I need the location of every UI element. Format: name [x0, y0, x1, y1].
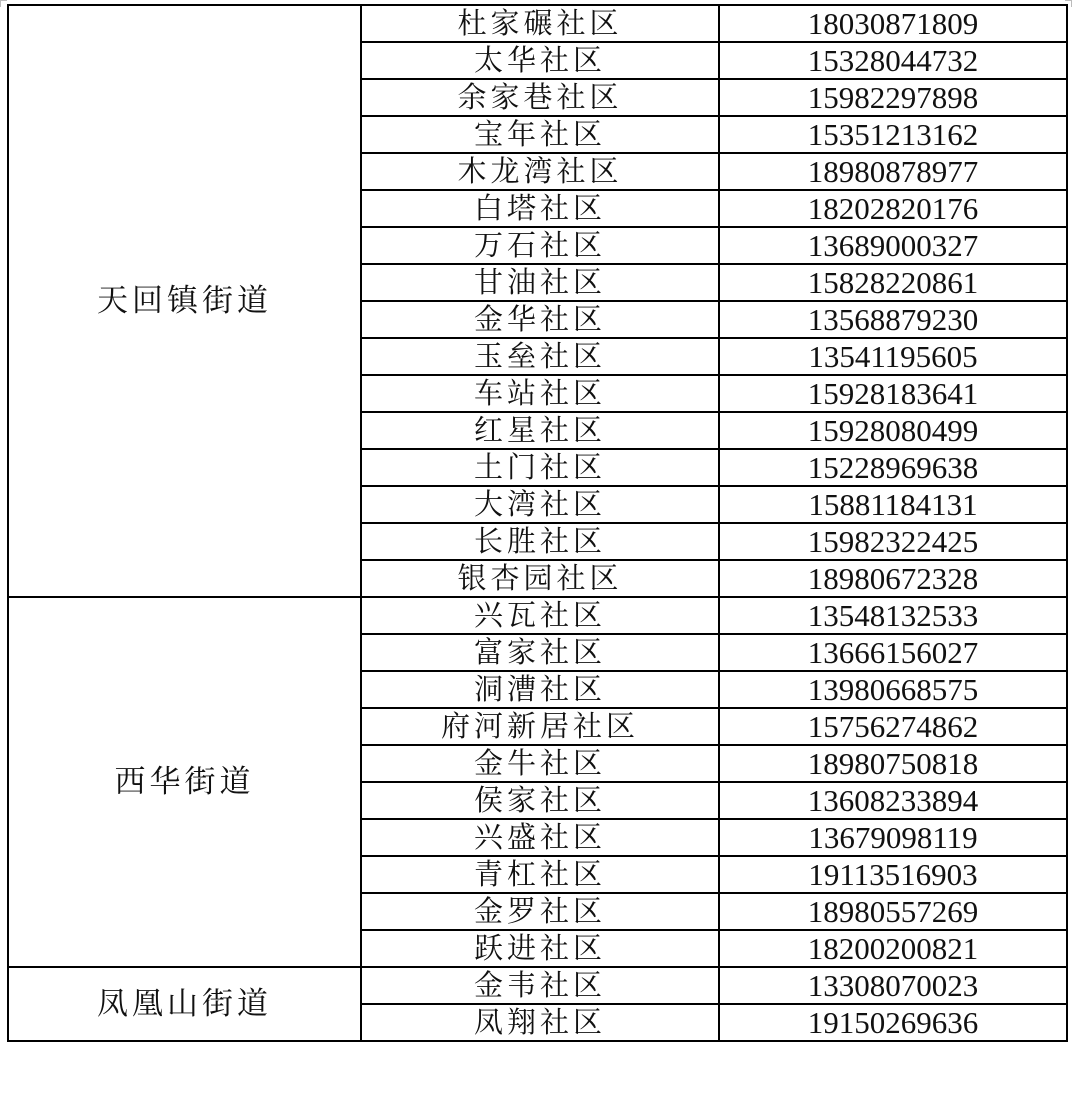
phone-number-cell: 15982322425	[719, 523, 1067, 560]
street-name-cell: 西华街道	[8, 597, 361, 967]
phone-number-cell: 15756274862	[719, 708, 1067, 745]
community-name-cell: 甘油社区	[361, 264, 719, 301]
phone-number-cell: 13568879230	[719, 301, 1067, 338]
community-name-cell: 青杠社区	[361, 856, 719, 893]
table-row	[8, 597, 1067, 634]
community-name-cell: 富家社区	[361, 634, 719, 671]
community-name-cell: 银杏园社区	[361, 560, 719, 597]
phone-number-cell: 18980750818	[719, 745, 1067, 782]
phone-number-cell: 13541195605	[719, 338, 1067, 375]
phone-number-cell: 13608233894	[719, 782, 1067, 819]
community-name-cell: 木龙湾社区	[361, 153, 719, 190]
community-name-cell: 凤翔社区	[361, 1004, 719, 1041]
phone-number-cell: 13679098119	[719, 819, 1067, 856]
community-name-cell: 兴盛社区	[361, 819, 719, 856]
community-name-cell: 金牛社区	[361, 745, 719, 782]
phone-number-cell: 15228969638	[719, 449, 1067, 486]
community-name-cell: 金罗社区	[361, 893, 719, 930]
community-name-cell: 兴瓦社区	[361, 597, 719, 634]
phone-number-cell: 15328044732	[719, 42, 1067, 79]
community-name-cell: 红星社区	[361, 412, 719, 449]
phone-number-cell: 13666156027	[719, 634, 1067, 671]
phone-number-cell: 19113516903	[719, 856, 1067, 893]
street-name-cell: 凤凰山街道	[8, 967, 361, 1041]
page-corner-mark-left	[0, 0, 7, 7]
phone-number-cell: 13980668575	[719, 671, 1067, 708]
community-name-cell: 大湾社区	[361, 486, 719, 523]
community-contact-table	[7, 4, 1068, 1042]
phone-number-cell: 18200200821	[719, 930, 1067, 967]
phone-number-cell: 15982297898	[719, 79, 1067, 116]
phone-number-cell: 13689000327	[719, 227, 1067, 264]
phone-number-cell: 18030871809	[719, 5, 1067, 42]
phone-number-cell: 18980557269	[719, 893, 1067, 930]
community-name-cell: 长胜社区	[361, 523, 719, 560]
phone-number-cell: 13548132533	[719, 597, 1067, 634]
community-name-cell: 玉垒社区	[361, 338, 719, 375]
community-name-cell: 万石社区	[361, 227, 719, 264]
community-name-cell: 太华社区	[361, 42, 719, 79]
table-row	[8, 967, 1067, 1004]
community-name-cell: 宝年社区	[361, 116, 719, 153]
phone-number-cell: 18980878977	[719, 153, 1067, 190]
phone-number-cell: 18202820176	[719, 190, 1067, 227]
community-name-cell: 金韦社区	[361, 967, 719, 1004]
street-name-cell: 天回镇街道	[8, 5, 361, 597]
table-body	[8, 5, 1067, 1041]
community-name-cell: 跃进社区	[361, 930, 719, 967]
community-name-cell: 杜家碾社区	[361, 5, 719, 42]
community-name-cell: 金华社区	[361, 301, 719, 338]
community-name-cell: 白塔社区	[361, 190, 719, 227]
community-name-cell: 洞漕社区	[361, 671, 719, 708]
phone-number-cell: 15351213162	[719, 116, 1067, 153]
table-row	[8, 5, 1067, 42]
community-name-cell: 土门社区	[361, 449, 719, 486]
phone-number-cell: 13308070023	[719, 967, 1067, 1004]
phone-number-cell: 15928080499	[719, 412, 1067, 449]
phone-number-cell: 19150269636	[719, 1004, 1067, 1041]
phone-number-cell: 15881184131	[719, 486, 1067, 523]
community-name-cell: 府河新居社区	[361, 708, 719, 745]
community-name-cell: 余家巷社区	[361, 79, 719, 116]
phone-number-cell: 15928183641	[719, 375, 1067, 412]
community-name-cell: 车站社区	[361, 375, 719, 412]
phone-number-cell: 18980672328	[719, 560, 1067, 597]
phone-number-cell: 15828220861	[719, 264, 1067, 301]
community-name-cell: 侯家社区	[361, 782, 719, 819]
